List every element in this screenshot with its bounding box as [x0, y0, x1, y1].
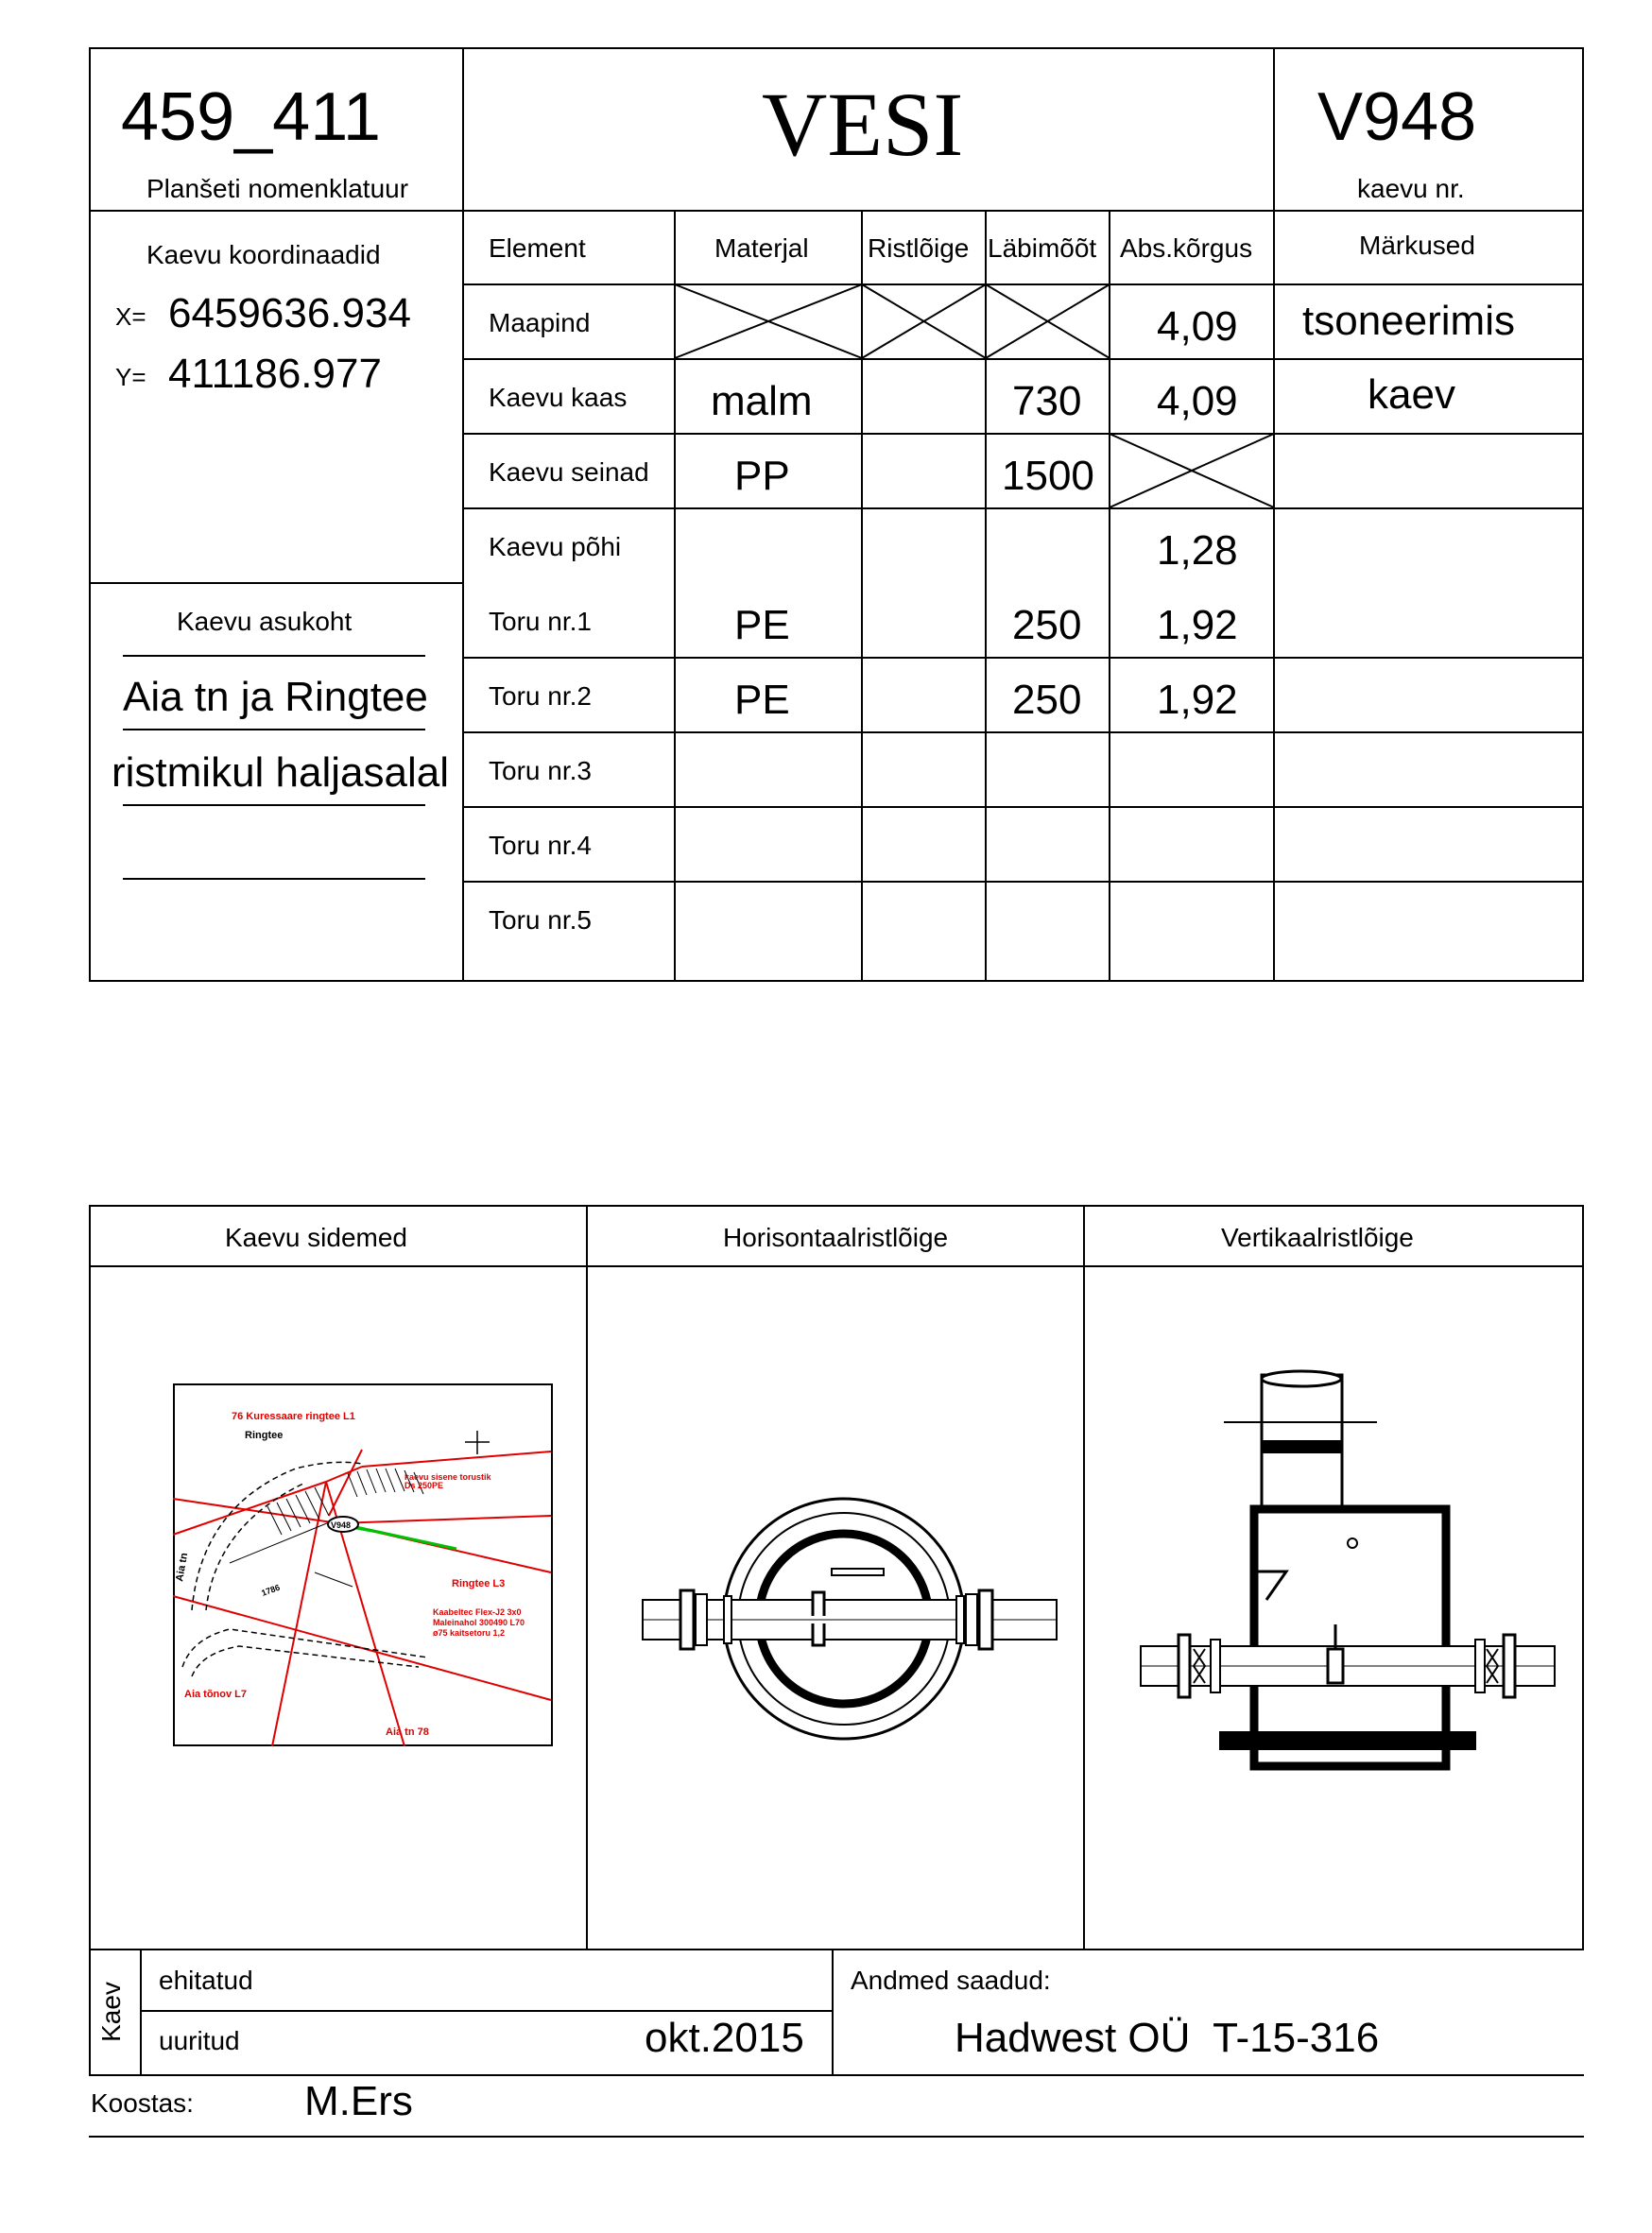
cell-elevation: 4,09	[1157, 303, 1238, 350]
row-element: Toru nr.1	[489, 607, 592, 636]
horizontal-section-heading: Horisontaalristlõige	[723, 1223, 949, 1252]
location-line1: Aia tn ja Ringtee	[123, 674, 428, 720]
y-label: Y=	[115, 363, 146, 391]
th-remarks: Märkused	[1359, 231, 1475, 260]
surveyed-label: uuritud	[159, 2026, 240, 2055]
map-label: Ringtee L3	[452, 1578, 506, 1589]
cell-remarks: tsoneerimis	[1302, 298, 1515, 344]
cell-elevation: 4,09	[1157, 378, 1238, 424]
row-element: Toru nr.4	[489, 831, 592, 860]
sheet-label: Planšeti nomenklatuur	[146, 174, 409, 203]
row-element: Kaevu kaas	[489, 383, 628, 412]
map-label: 76 Kuressaare ringtee L1	[232, 1411, 355, 1422]
map-label: Ds 250PE	[404, 1481, 444, 1490]
map-label: 1786	[260, 1582, 282, 1598]
cell-material: PE	[734, 602, 790, 648]
page-title: VESI	[762, 74, 964, 175]
cell-diameter: 1500	[1002, 453, 1094, 499]
vertical-section-heading: Vertikaalristlõige	[1221, 1223, 1414, 1252]
th-element: Element	[489, 233, 586, 263]
well-id: V948	[1317, 79, 1477, 155]
coordinates-heading: Kaevu koordinaadid	[146, 240, 381, 269]
th-cross-section: Ristlõige	[868, 233, 970, 263]
source-value: Hadwest OÜ T-15-316	[955, 2015, 1380, 2061]
x-label: X=	[115, 302, 146, 331]
map-label: Ringtee	[245, 1430, 284, 1441]
map-label: Aia tn 78	[386, 1726, 429, 1738]
row-element: Toru nr.5	[489, 905, 592, 935]
map-label: Aia tn	[174, 1552, 191, 1583]
vertical-section-drawing	[1129, 1366, 1564, 1762]
cell-diameter: 250	[1012, 677, 1082, 723]
cell-material: PP	[734, 453, 790, 499]
source-label: Andmed saadud:	[851, 1966, 1051, 1995]
horizontal-section-drawing	[633, 1451, 1068, 1753]
cell-diameter: 730	[1012, 378, 1082, 424]
map-label: Kaabeltec Flex-J2 3x0	[433, 1607, 522, 1617]
compiler-label: Koostas:	[91, 2088, 194, 2118]
row-element: Kaevu põhi	[489, 532, 622, 561]
x-value: 6459636.934	[168, 290, 411, 336]
row-element: Maapind	[489, 308, 591, 337]
cell-diameter: 250	[1012, 602, 1082, 648]
map-label: Aia tõnov L7	[184, 1689, 248, 1700]
th-material: Materjal	[714, 233, 809, 263]
row-element: Kaevu seinad	[489, 457, 649, 487]
cell-material: malm	[711, 378, 813, 424]
location-map	[173, 1383, 553, 1746]
compiler-name: M.Ers	[304, 2078, 413, 2124]
side-label: Kaev	[96, 1982, 126, 2042]
cell-elevation: 1,28	[1157, 527, 1238, 574]
th-elevation: Abs.kõrgus	[1120, 233, 1253, 263]
map-label: ø75 kaitsetoru 1,2	[433, 1628, 506, 1638]
map-label: kaevu sisene torustik	[404, 1472, 491, 1482]
cell-material: PE	[734, 677, 790, 723]
cell-remarks: kaev	[1368, 371, 1455, 418]
location-heading: Kaevu asukoht	[177, 607, 353, 636]
row-element: Toru nr.3	[489, 756, 592, 785]
th-diameter: Läbimõõt	[988, 233, 1097, 263]
map-label: V948	[331, 1520, 352, 1530]
sheet-number: 459_411	[121, 79, 381, 155]
links-heading: Kaevu sidemed	[225, 1223, 408, 1252]
built-label: ehitatud	[159, 1966, 253, 1995]
cell-elevation: 1,92	[1157, 602, 1238, 648]
map-label: Maleinahol 300490 L70	[433, 1618, 525, 1627]
cell-elevation: 1,92	[1157, 677, 1238, 723]
well-label: kaevu nr.	[1357, 174, 1465, 203]
y-value: 411186.977	[168, 351, 382, 397]
surveyed-date: okt.2015	[645, 2015, 804, 2061]
location-line2: ristmikul haljasalal	[112, 749, 450, 796]
row-element: Toru nr.2	[489, 681, 592, 711]
